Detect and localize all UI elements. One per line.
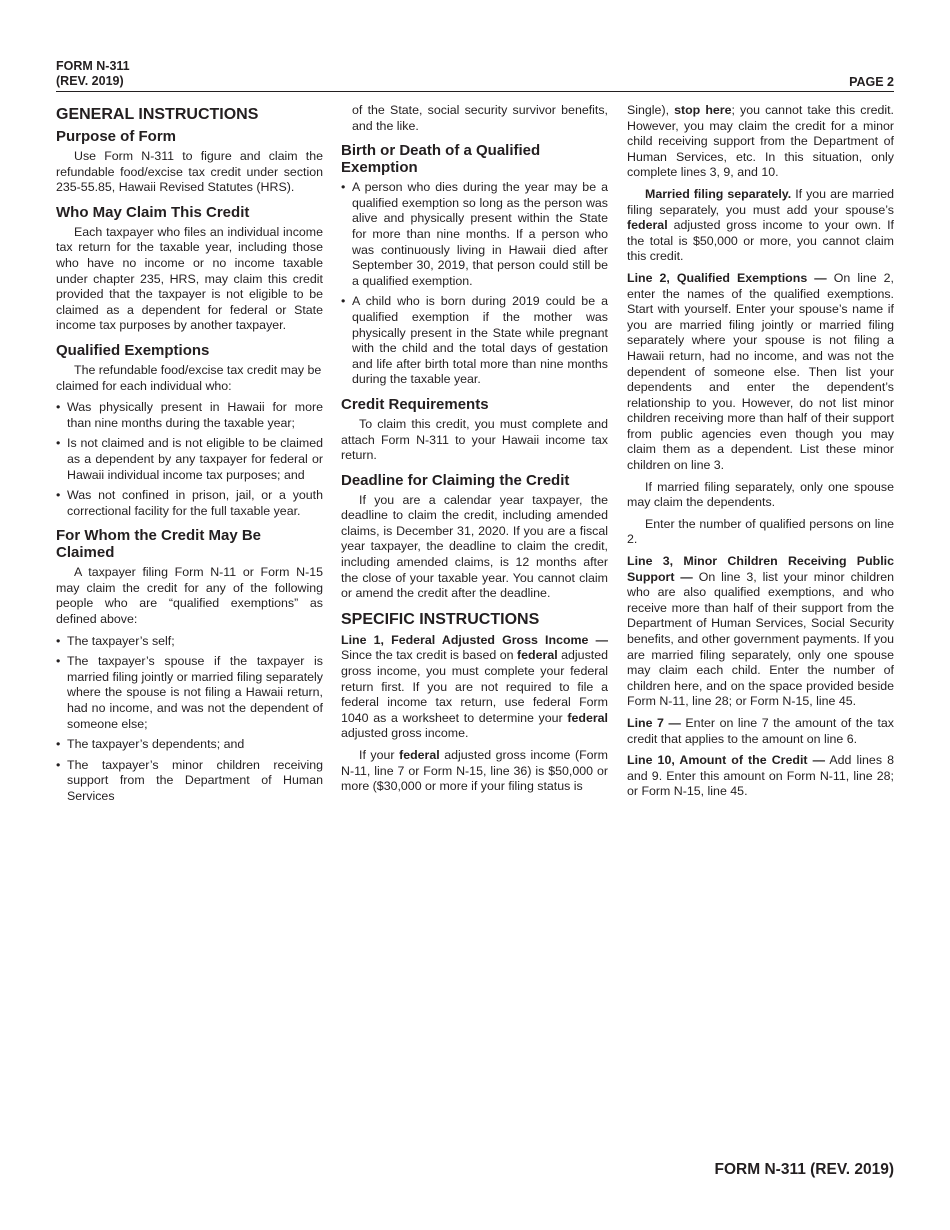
federal-emphasis: federal: [567, 710, 608, 725]
specific-instructions-heading: SPECIFIC INSTRUCTIONS: [341, 610, 540, 628]
list-item: • A child who is born during 2019 could be a qualified exemption if the mother was physically present in the State while pregnant with the child and the total days of gestation and life after birth total more than nine months during the taxable year.: [341, 294, 608, 388]
line-1-threshold-paragraph: [341, 748, 608, 795]
stop-text-a: Single),: [627, 103, 675, 117]
line-7-heading: Line 7 —: [627, 715, 681, 730]
line-3-heading: Line 3, Minor Children Receiving Public Support —: [627, 554, 894, 584]
header-rule: [56, 91, 894, 92]
married-separately-heading: Married filing separately.: [645, 186, 792, 201]
stop-text-b: ; you cannot take this credit. However, you may claim the credit for a minor child receiving support from the Department of Human Services, etc. In this situation, only complete lines 3, 9, and 10.: [627, 103, 894, 180]
list-item: • Was physically present in Hawaii for more than nine months during the taxable year;: [56, 400, 323, 431]
line-1-text-c: adjusted gross income.: [341, 726, 469, 741]
form-footer: FORM N-311 (REV. 2019): [714, 1161, 894, 1178]
who-may-claim-heading: Who May Claim This Credit: [56, 203, 250, 221]
federal-emphasis: federal: [627, 218, 668, 233]
general-instructions-heading: GENERAL INSTRUCTIONS: [56, 106, 259, 123]
threshold-text-a: If your: [359, 748, 400, 762]
birth-death-list: [341, 180, 608, 388]
who-may-claim-paragraph: Each taxpayer who files an individual income tax return for the taxable year, including those who have no income or no income taxable under chapter 235, HRS, may claim this credit provided that the taxpayer is not eligible to be claimed as a dependent for federal or State income tax purposes by another taxpayer.: [56, 224, 323, 333]
column-3: [627, 103, 894, 806]
column-2: [341, 103, 608, 801]
birth-death-heading: Birth or Death of a Qualified Exemption: [341, 142, 541, 177]
list-item: • Is not claimed and is not eligible to be claimed as a dependent by any taxpayer for federal or Hawaii individual income tax purposes; and: [56, 436, 323, 483]
for-whom-paragraph: A taxpayer filing Form N-11 or Form N-15 may claim the credit for any of the following people who are “qualified exemptions” as defined above:: [56, 565, 323, 627]
line-10-paragraph: [627, 753, 894, 800]
line-3-text: On line 3, list your minor children who are also qualified exemptions, and who receive more than half of their support from the Department of Human Services, Social Security benefits, and other government payments. If you are married filing separately, only one spouse may claim each child. Enter the number of children here, and on the space provided beside Form N-11, line 28; or Form N-15, line 45.: [627, 569, 894, 709]
qualified-exemptions-heading: Qualified Exemptions: [56, 341, 210, 359]
married-separately-paragraph: [627, 187, 894, 265]
credit-requirements-paragraph: To claim this credit, you must complete and attach Form N-311 to your Hawaii income tax return.: [341, 416, 608, 463]
line-1-text-b: adjusted gross income, you must complete your federal return first. If you are not required to file a federal income tax return, use federal Form 1040 as a worksheet to determine your: [341, 648, 608, 725]
federal-emphasis: federal: [517, 648, 558, 663]
line-7-text: Enter on line 7 the amount of the tax credit that applies to the amount on line 6.: [627, 715, 895, 746]
purpose-heading: Purpose of Form: [56, 128, 177, 145]
line-7-paragraph: [627, 716, 894, 747]
line-1-paragraph: [341, 633, 608, 742]
line-2-heading: Line 2, Qualified Exemptions —: [627, 270, 827, 285]
list-item: • The taxpayer’s self;: [56, 634, 323, 650]
stop-here-emphasis: stop here: [674, 103, 732, 117]
list-item: • The taxpayer’s spouse if the taxpayer is married filing jointly or married filing separately where the spouse is not filing a Hawaii return, had no income, and was not the dependent of someone else;: [56, 654, 323, 732]
list-item: • The taxpayer’s minor children receiving support from the Department of Human Services: [56, 758, 323, 805]
column-1: [56, 103, 323, 811]
line-1-text-a: Since the tax credit is based on: [341, 648, 518, 663]
married-separately-text-b: adjusted gross income to your own. If the total is $50,000 or more, you cannot claim this credit.: [627, 218, 894, 264]
line-10-text: Add lines 8 and 9. Enter this amount on Form N-11, line 28; or Form N-15, line 45.: [627, 753, 894, 799]
credit-requirements-heading: Credit Requirements: [341, 395, 489, 413]
deadline-paragraph: If you are a calendar year taxpayer, the deadline to claim the credit, including amended claims, is December 31, 2020. If you are a fiscal year taxpayer, the deadline to claim the credit, including amended claims, is 12 months after the close of your taxable year. You cannot claim or amend the credit after the deadline.: [341, 492, 608, 601]
form-revision: (REV. 2019): [56, 74, 124, 88]
line-1-heading: Line 1, Federal Adjusted Gross Income —: [341, 632, 608, 647]
line-10-heading: Line 10, Amount of the Credit —: [627, 753, 825, 768]
list-item: • The taxpayer’s dependents; and: [56, 737, 323, 753]
for-whom-heading: For Whom the Credit May Be Claimed: [56, 527, 262, 562]
married-separately-text-a: If you are married filing separately, you must add your spouse’s: [627, 186, 894, 217]
for-whom-list: [56, 634, 323, 805]
form-number: FORM N-311: [56, 59, 130, 73]
continued-text: of the State, social security survivor benefits, and the like.: [352, 103, 608, 133]
qualified-exemptions-paragraph: The refundable food/excise tax credit may be claimed for each individual who:: [56, 362, 322, 393]
purpose-paragraph: Use Form N-311 to figure and claim the refundable food/excise tax credit under section 235-55.85, Hawaii Revised Statutes (HRS).: [56, 149, 323, 195]
qualified-exemptions-list: [56, 400, 323, 519]
form-header-left: [56, 59, 130, 89]
stop-here-paragraph: [627, 103, 894, 181]
list-item: • Was not confined in prison, jail, or a youth correctional facility for the full taxable year.: [56, 488, 323, 519]
line-2-text: On line 2, enter the names of the qualified exemptions. Start with yourself. Enter your spouse’s name if you are married filing jointly or married filing separately where your spouse is not filing a Hawaii return, had no income, and was not the dependent of someone else. Then list your dependents and enter the dependent’s relationship to you. However, do not list minor children receiving more than half of their support from public agencies even though you may claim them as a dependent. List these minor children on line 3.: [627, 270, 894, 473]
federal-emphasis: federal: [399, 748, 440, 762]
page-number: PAGE 2: [849, 75, 894, 89]
line-3-paragraph: [627, 554, 894, 710]
threshold-text-b: adjusted gross income (Form N-11, line 7 or Form N-15, line 36) is $50,000 or more ($30,000 or more if your filing status is: [341, 748, 608, 794]
deadline-heading: Deadline for Claiming the Credit: [341, 471, 570, 489]
line-2-paragraph-3: Enter the number of qualified persons on line 2.: [627, 516, 894, 547]
line-2-paragraph-2: If married filing separately, only one spouse may claim the dependents.: [627, 479, 894, 510]
list-item: • A person who dies during the year may be a qualified exemption so long as the person was alive and physically present within the State for more than nine months. If a person who was continuously living in Hawaii died after September 30, 2019, that person could still be a qualified exemption.: [341, 180, 608, 289]
line-2-paragraph: [627, 271, 894, 474]
